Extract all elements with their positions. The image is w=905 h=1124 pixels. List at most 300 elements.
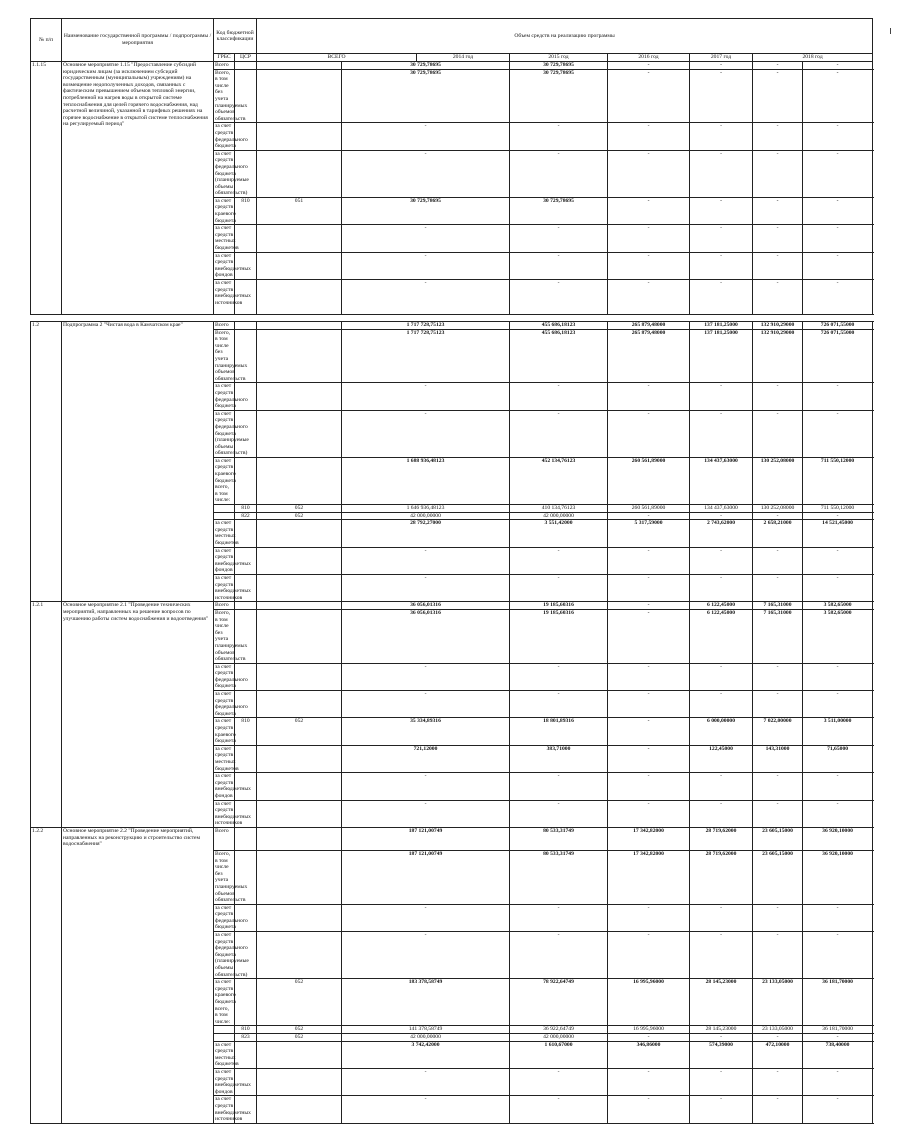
value-cell: -	[608, 602, 690, 610]
source-label: за счет средств федерального бюджета (планируемые объемы обязательств)	[215, 410, 249, 457]
value-cell: -	[753, 1096, 803, 1123]
value-cell: 3 742,42000	[342, 1041, 510, 1068]
source-label: за счет средств местных бюджетов	[215, 1041, 239, 1068]
value-cell: -	[690, 225, 753, 252]
grbs-cell: 810	[235, 1026, 257, 1034]
source-label: за счет средств федерального бюджета	[215, 691, 248, 717]
value-cell: -	[803, 410, 873, 457]
csr-cell	[257, 123, 342, 150]
source-label: Всего, в том числе без учета планируемых объемов обязательств	[215, 329, 248, 382]
value-cell: 472,10000	[753, 1041, 803, 1068]
value-cell: 19 185,60316	[510, 609, 608, 663]
value-cell: 3 511,00000	[803, 718, 873, 745]
value-cell: 6 122,45000	[690, 602, 753, 610]
value-cell: 1 717 728,75123	[342, 322, 510, 330]
value-cell: 14 521,45000	[803, 520, 873, 547]
value-cell: 28 719,62000	[690, 827, 753, 850]
value-cell: -	[608, 69, 690, 123]
source-label: за счет средств местных бюджетов	[215, 225, 239, 252]
header-name: Наименование государственной программы / подпрограммы / мероприятия	[62, 19, 214, 62]
value-cell: -	[510, 252, 608, 279]
value-cell: -	[690, 197, 753, 224]
value-cell: 30 729,78695	[342, 197, 510, 224]
value-cell: 36 181,70000	[803, 979, 873, 1026]
value-cell: 143,31000	[753, 745, 803, 772]
value-cell: -	[803, 123, 873, 150]
row-name: Подпрограмма 2 "Чистая вода в Камчатском крае"	[62, 322, 214, 602]
value-cell: -	[608, 574, 690, 601]
value-cell: -	[510, 574, 608, 601]
value-cell: -	[753, 512, 803, 520]
value-cell: 738,40000	[803, 1041, 873, 1068]
value-cell: 455 686,18123	[510, 329, 608, 383]
value-cell: 5 317,59000	[608, 520, 690, 547]
header-code: Код бюджетной классификации	[214, 19, 257, 54]
row-num: 1.1.15	[31, 62, 62, 315]
value-cell: -	[803, 1068, 873, 1095]
value-cell: 1 717 728,75123	[342, 329, 510, 383]
source-label: Всего	[214, 602, 235, 610]
csr-cell: 051	[257, 197, 342, 224]
grbs-cell	[235, 602, 257, 610]
value-cell: -	[803, 547, 873, 574]
value-cell: -	[510, 225, 608, 252]
header-year-2018: 2018 год	[753, 54, 873, 62]
value-cell: -	[753, 150, 803, 197]
source-label: Всего	[214, 322, 235, 330]
csr-cell: 052	[257, 979, 342, 1026]
value-cell: -	[342, 280, 510, 315]
header-year-2017: 2017 год	[690, 54, 753, 62]
value-cell: -	[608, 904, 690, 931]
value-cell: -	[342, 252, 510, 279]
value-cell: -	[608, 547, 690, 574]
row-name: Основное мероприятие 2.2 "Проведение мероприятий, направленных на реконструкцию и строительство систем водоснабжения"	[62, 827, 214, 1123]
grbs-cell	[235, 69, 257, 123]
value-cell: -	[803, 69, 873, 123]
table-header-row	[31, 19, 873, 54]
value-cell: 30 729,78695	[342, 62, 510, 70]
source-label: за счет средств федерального бюджета (планируемые объемы обязательств)	[215, 150, 249, 197]
csr-cell: 052	[257, 718, 342, 745]
value-cell: 71,65000	[803, 745, 873, 772]
value-cell: 28 145,23000	[690, 979, 753, 1026]
source-label: Всего, в том числе без учета планируемых объемов обязательств	[215, 850, 248, 904]
value-cell: 42 000,00000	[510, 1033, 608, 1041]
value-cell: -	[753, 62, 803, 70]
value-cell: 410 134,76123	[510, 505, 608, 513]
value-cell: -	[803, 225, 873, 252]
source-label: за счет средств федерального бюджета	[215, 383, 248, 410]
source-label	[214, 505, 235, 513]
value-cell: 346,86000	[608, 1041, 690, 1068]
value-cell: -	[608, 383, 690, 410]
value-cell: -	[753, 904, 803, 931]
value-cell: 137 181,25000	[690, 322, 753, 330]
grbs-cell: 823	[235, 1033, 257, 1041]
value-cell: -	[608, 691, 690, 718]
edge-mark	[890, 28, 891, 34]
value-cell: 30 729,78695	[342, 69, 510, 123]
value-cell: 574,39000	[690, 1041, 753, 1068]
value-cell: 36 920,10000	[803, 850, 873, 904]
value-cell: 383,71000	[510, 745, 608, 772]
value-cell: 2 743,62000	[690, 520, 753, 547]
csr-cell	[257, 520, 342, 547]
value-cell: 187 121,00749	[342, 850, 510, 904]
value-cell: 711 550,12000	[803, 457, 873, 504]
value-cell: 265 879,48000	[608, 322, 690, 330]
grbs-cell	[235, 827, 257, 850]
value-cell: -	[690, 663, 753, 690]
value-cell: -	[510, 800, 608, 827]
csr-cell	[257, 150, 342, 197]
value-cell: 7 165,31000	[753, 602, 803, 610]
source-label: за счет средств федерального бюджета (планируемые объемы обязательств)	[215, 932, 249, 978]
value-cell: -	[510, 773, 608, 800]
value-cell: -	[608, 150, 690, 197]
csr-cell	[257, 574, 342, 601]
source-label: за счет средств внебюджетных фондов	[215, 1068, 251, 1095]
value-cell: -	[608, 718, 690, 745]
value-cell: 137 181,25000	[690, 329, 753, 383]
value-cell: -	[510, 1096, 608, 1123]
value-cell: -	[753, 280, 803, 315]
header-grbs: ГРБС	[214, 54, 235, 62]
value-cell: 122,45000	[690, 745, 753, 772]
value-cell: -	[803, 1096, 873, 1123]
value-cell: -	[690, 280, 753, 315]
value-cell: -	[342, 663, 510, 690]
value-cell: -	[510, 280, 608, 315]
csr-cell	[257, 932, 342, 979]
value-cell: -	[608, 1068, 690, 1095]
value-cell: 711 550,12000	[803, 505, 873, 513]
grbs-cell: 810	[235, 718, 257, 745]
value-cell: -	[753, 1033, 803, 1041]
value-cell: -	[753, 547, 803, 574]
csr-cell	[257, 547, 342, 574]
value-cell: -	[690, 69, 753, 123]
gap-row	[31, 315, 873, 322]
value-cell: 3 551,42000	[510, 520, 608, 547]
csr-cell	[257, 745, 342, 772]
value-cell: -	[753, 574, 803, 601]
value-cell: -	[803, 383, 873, 410]
value-cell: 42 000,00000	[342, 1033, 510, 1041]
grbs-cell: 822	[235, 512, 257, 520]
value-cell: -	[690, 1033, 753, 1041]
document-sheet	[30, 18, 872, 1124]
value-cell: -	[803, 280, 873, 315]
value-cell: 183 378,58749	[342, 979, 510, 1026]
value-cell: -	[803, 252, 873, 279]
value-cell: -	[690, 773, 753, 800]
header-year-2016: 2016 год	[608, 54, 690, 62]
csr-cell	[257, 1068, 342, 1095]
header-year-total: ВСЕГО	[257, 54, 417, 62]
value-cell: -	[690, 904, 753, 931]
row-name: Основное мероприятие 1.15 "Предоставление субсидий юридическим лицам (за исключением субсидий государственным (муниципальным) учреждениям) на возмещение недополученных доходов, связанных с фактическим превышением объемов тепловой энергии, потребленной на нагрев воды в открытой системе теплоснабжения для целей горячего водоснабжения, над расчетной величиной, указанной в тарифных решениях на горячее водоснабжение в открытой системе теплоснабжения на регулируемый период"	[62, 62, 214, 315]
csr-cell	[257, 609, 342, 663]
value-cell: -	[608, 252, 690, 279]
value-cell: 6 000,00000	[690, 718, 753, 745]
header-year-2014: 2014 год	[417, 54, 510, 62]
source-label: за счет средств внебюджетных источников	[215, 574, 251, 601]
csr-cell: 052	[257, 505, 342, 513]
value-cell: -	[342, 1068, 510, 1095]
value-cell: -	[803, 512, 873, 520]
value-cell: 28 792,27000	[342, 520, 510, 547]
value-cell: -	[510, 547, 608, 574]
value-cell: -	[690, 800, 753, 827]
value-cell: -	[690, 123, 753, 150]
value-cell: 1 610,67000	[510, 1041, 608, 1068]
value-cell: 18 801,89316	[510, 718, 608, 745]
header-volume: Объем средств на реализацию программы	[257, 19, 873, 54]
source-label: за счет средств внебюджетных фондов	[215, 252, 251, 279]
value-cell: 130 252,08000	[753, 457, 803, 504]
value-cell: 726 071,55000	[803, 322, 873, 330]
value-cell: 16 995,96000	[608, 1026, 690, 1034]
source-label	[214, 1033, 235, 1041]
value-cell: -	[608, 1096, 690, 1123]
value-cell: -	[690, 512, 753, 520]
csr-cell: 052	[257, 1026, 342, 1034]
source-label: за счет средств краевого бюджета	[215, 718, 236, 745]
table-row	[31, 322, 873, 330]
value-cell: -	[342, 904, 510, 931]
value-cell: -	[510, 410, 608, 457]
value-cell: 260 561,89000	[608, 505, 690, 513]
value-cell: 78 922,64749	[510, 979, 608, 1026]
value-cell: -	[342, 383, 510, 410]
value-cell: -	[608, 663, 690, 690]
value-cell: -	[608, 225, 690, 252]
source-label: за счет средств краевого бюджета всего, в том числе:	[215, 979, 236, 1025]
csr-cell	[257, 69, 342, 123]
value-cell: -	[342, 773, 510, 800]
value-cell: 3 582,65000	[803, 609, 873, 663]
value-cell: -	[690, 547, 753, 574]
csr-cell	[257, 225, 342, 252]
row-num: 1.2	[31, 322, 62, 602]
table-row	[31, 602, 873, 610]
value-cell: -	[803, 691, 873, 718]
row-num: 1.2.1	[31, 602, 62, 828]
row-name: Основное мероприятие 2.1 "Проведение технических мероприятий, направленных на решение вопросов по улучшению работы систем водоснабжения и водоотведения"	[62, 602, 214, 828]
csr-cell	[257, 773, 342, 800]
source-label: за счет средств федерального бюджета	[215, 663, 248, 690]
value-cell: -	[690, 691, 753, 718]
table-row	[31, 62, 873, 70]
grbs-cell	[235, 457, 257, 504]
value-cell: -	[690, 252, 753, 279]
value-cell: -	[510, 932, 608, 979]
source-label: за счет средств федерального бюджета	[215, 123, 248, 150]
csr-cell	[257, 62, 342, 70]
value-cell: -	[510, 663, 608, 690]
value-cell: -	[753, 773, 803, 800]
source-label: Всего	[214, 62, 235, 70]
value-cell: 3 582,65000	[803, 602, 873, 610]
value-cell: 42 000,00000	[510, 512, 608, 520]
value-cell: -	[608, 123, 690, 150]
grbs-cell: 810	[235, 197, 257, 224]
value-cell: -	[510, 123, 608, 150]
source-label: за счет средств внебюджетных источников	[214, 280, 235, 315]
value-cell: 17 342,82000	[608, 827, 690, 850]
value-cell: 30 729,78695	[510, 62, 608, 70]
value-cell: -	[608, 512, 690, 520]
csr-cell	[257, 663, 342, 690]
value-cell: -	[803, 904, 873, 931]
value-cell: -	[803, 773, 873, 800]
value-cell: -	[753, 663, 803, 690]
value-cell: 28 145,23000	[690, 1026, 753, 1034]
source-label: Всего, в том числе без учета планируемых объемов обязательств	[215, 609, 248, 663]
value-cell: 36 920,10000	[803, 827, 873, 850]
value-cell: -	[753, 691, 803, 718]
csr-cell	[257, 904, 342, 931]
value-cell: -	[342, 225, 510, 252]
value-cell: -	[342, 574, 510, 601]
value-cell: 141 378,58749	[342, 1026, 510, 1034]
value-cell: 134 437,63000	[690, 457, 753, 504]
grbs-cell	[235, 979, 257, 1026]
header-csr: ЦСР	[235, 54, 257, 62]
value-cell: 80 533,31749	[510, 827, 608, 850]
value-cell: -	[342, 410, 510, 457]
value-cell: 16 995,96000	[608, 979, 690, 1026]
value-cell: -	[753, 932, 803, 979]
table-row	[31, 827, 873, 850]
value-cell: -	[753, 225, 803, 252]
source-label: за счет средств местных бюджетов	[215, 745, 239, 772]
value-cell: -	[608, 800, 690, 827]
value-cell: -	[803, 197, 873, 224]
source-label	[214, 1026, 235, 1034]
grbs-cell	[235, 329, 257, 383]
value-cell: 42 000,00000	[342, 512, 510, 520]
value-cell: 23 133,05000	[753, 979, 803, 1026]
value-cell: -	[690, 410, 753, 457]
header-num: № п/п	[31, 19, 62, 62]
source-label: за счет средств краевого бюджета	[215, 197, 236, 224]
value-cell: 30 729,78695	[510, 197, 608, 224]
value-cell: -	[608, 280, 690, 315]
value-cell: 265 879,48000	[608, 329, 690, 383]
source-label: за счет средств краевого бюджета всего, в том числе:	[215, 457, 236, 504]
source-label: за счет средств внебюджетных источников	[215, 800, 251, 827]
value-cell: 30 729,78695	[510, 69, 608, 123]
source-label: за счет средств внебюджетных фондов	[215, 547, 251, 574]
value-cell: -	[690, 383, 753, 410]
source-label: Всего, в том числе без учета планируемых объемов обязательств	[215, 69, 248, 122]
value-cell: -	[608, 773, 690, 800]
value-cell: -	[342, 932, 510, 979]
value-cell: 23 605,15000	[753, 827, 803, 850]
value-cell: 132 910,29000	[753, 322, 803, 330]
value-cell: -	[803, 663, 873, 690]
value-cell: -	[342, 123, 510, 150]
grbs-cell	[235, 322, 257, 330]
csr-cell: 052	[257, 1033, 342, 1041]
value-cell: -	[753, 123, 803, 150]
csr-cell	[257, 329, 342, 383]
value-cell: -	[342, 800, 510, 827]
source-label	[214, 512, 235, 520]
value-cell: 36 181,70000	[803, 1026, 873, 1034]
csr-cell	[257, 800, 342, 827]
value-cell: -	[753, 410, 803, 457]
value-cell: 452 134,76123	[510, 457, 608, 504]
csr-cell	[257, 602, 342, 610]
value-cell: -	[753, 69, 803, 123]
value-cell: 23 133,05000	[753, 1026, 803, 1034]
value-cell: -	[510, 1068, 608, 1095]
value-cell: -	[510, 691, 608, 718]
value-cell: -	[753, 383, 803, 410]
value-cell: -	[510, 383, 608, 410]
value-cell: 187 121,00749	[342, 827, 510, 850]
value-cell: 134 437,63000	[690, 505, 753, 513]
source-label: за счет средств внебюджетных фондов	[215, 773, 251, 799]
grbs-cell	[235, 62, 257, 70]
value-cell: -	[608, 932, 690, 979]
value-cell: -	[342, 150, 510, 197]
value-cell: 28 719,62000	[690, 850, 753, 904]
csr-cell	[257, 827, 342, 850]
value-cell: -	[803, 62, 873, 70]
value-cell: -	[608, 62, 690, 70]
source-label: за счет средств местных бюджетов	[215, 520, 239, 546]
value-cell: 23 605,15000	[753, 850, 803, 904]
value-cell: 260 561,89000	[608, 457, 690, 504]
csr-cell	[257, 322, 342, 330]
value-cell: 130 252,08000	[753, 505, 803, 513]
value-cell: -	[753, 252, 803, 279]
value-cell: 17 342,82000	[608, 850, 690, 904]
value-cell: -	[690, 1068, 753, 1095]
value-cell: -	[342, 691, 510, 718]
value-cell: -	[803, 574, 873, 601]
value-cell: -	[690, 574, 753, 601]
value-cell: 7 022,00000	[753, 718, 803, 745]
value-cell: -	[803, 1033, 873, 1041]
value-cell: -	[690, 1096, 753, 1123]
value-cell: -	[690, 932, 753, 979]
value-cell: -	[608, 745, 690, 772]
value-cell: -	[510, 904, 608, 931]
csr-cell	[257, 410, 342, 457]
value-cell: -	[753, 800, 803, 827]
value-cell: 36 056,01316	[342, 609, 510, 663]
source-label: за счет средств внебюджетных источников	[215, 1096, 251, 1123]
value-cell: 1 688 936,48123	[342, 457, 510, 504]
csr-cell	[257, 691, 342, 718]
value-cell: -	[690, 62, 753, 70]
value-cell: -	[608, 1033, 690, 1041]
value-cell: 1 646 936,48123	[342, 505, 510, 513]
value-cell: 35 334,89316	[342, 718, 510, 745]
value-cell: -	[753, 1068, 803, 1095]
value-cell: 80 533,31749	[510, 850, 608, 904]
value-cell: -	[342, 547, 510, 574]
source-label: за счет средств федерального бюджета	[215, 904, 248, 931]
csr-cell	[257, 1096, 342, 1123]
value-cell: -	[690, 150, 753, 197]
